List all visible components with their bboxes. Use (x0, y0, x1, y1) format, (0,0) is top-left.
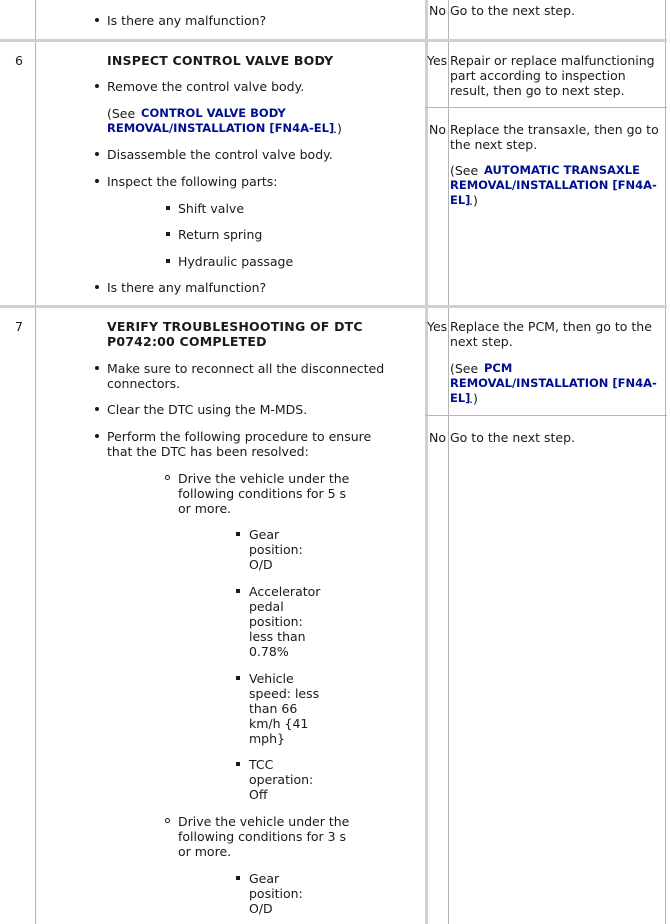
row-divider-7 (0, 305, 667, 308)
yes-action: Repair or replace malfunctioning (450, 53, 655, 68)
no-label: No (429, 430, 446, 445)
no-action: Replace the transaxle, then go to (450, 122, 659, 137)
see-open: (See (450, 361, 479, 376)
bullet (95, 434, 99, 438)
see-open: (See (107, 106, 136, 121)
column-divider-right (665, 0, 666, 924)
condition-item: TCC (249, 757, 274, 772)
sub-item: or more. (178, 844, 232, 859)
column-divider-step (35, 0, 36, 924)
bullet (95, 179, 99, 183)
list-item: Clear the DTC using the M-MDS. (107, 402, 308, 417)
pcm-link-end[interactable]: EL] (450, 391, 471, 405)
part-item: Return spring (178, 227, 263, 242)
condition-item: speed: less (249, 686, 320, 701)
list-item: Is there any malfunction? (107, 13, 267, 28)
no-action: Go to the next step. (450, 430, 575, 445)
condition-item: Gear (249, 527, 280, 542)
see-close: .) (333, 121, 342, 136)
list-item: Is there any malfunction? (107, 280, 267, 295)
part-item: Shift valve (178, 201, 245, 216)
yes-action: part according to inspection (450, 68, 626, 83)
step-number: 6 (15, 53, 23, 68)
control-valve-body-link[interactable]: CONTROL VALVE BODY (141, 106, 286, 120)
bullet (236, 589, 240, 593)
step-title: P0742:00 COMPLETED (107, 334, 267, 349)
bullet (95, 18, 99, 22)
column-divider-answer (448, 0, 449, 924)
list-item: Remove the control valve body. (107, 79, 305, 94)
list-item: Perform the following procedure to ensure (107, 429, 372, 444)
sub-item: Drive the vehicle under the (178, 814, 350, 829)
yes-action: result, then go to next step. (450, 83, 625, 98)
sub-item: following conditions for 5 s (178, 486, 347, 501)
condition-item: 0.78% (249, 644, 289, 659)
part-item: Hydraulic passage (178, 254, 294, 269)
see-open: (See (450, 163, 479, 178)
condition-item: mph} (249, 731, 285, 746)
automatic-transaxle-link-end[interactable]: EL] (450, 193, 471, 207)
condition-item: O/D (249, 901, 273, 916)
condition-item: O/D (249, 557, 273, 572)
no-action: the next step. (450, 137, 538, 152)
column-divider-procedure (425, 0, 428, 924)
condition-item: Gear (249, 871, 280, 886)
condition-item: km/h {41 (249, 716, 309, 731)
step-title: VERIFY TROUBLESHOOTING OF DTC (107, 319, 363, 334)
bullet (95, 285, 99, 289)
yes-action: next step. (450, 334, 513, 349)
bullet (95, 407, 99, 411)
bullet (236, 532, 240, 536)
sub-item: following conditions for 3 s (178, 829, 347, 844)
automatic-transaxle-link-cont[interactable]: REMOVAL/INSTALLATION [FN4A- (450, 178, 657, 192)
no-action: Go to the next step. (450, 3, 575, 18)
list-item: that the DTC has been resolved: (107, 444, 309, 459)
condition-item: less than (249, 629, 306, 644)
bullet (236, 676, 240, 680)
answer-divider-7 (425, 415, 667, 416)
step-number: 7 (15, 319, 23, 334)
yes-label: Yes (427, 53, 448, 68)
no-label: No (429, 122, 446, 137)
step-title: INSPECT CONTROL VALVE BODY (107, 53, 334, 68)
list-item: Inspect the following parts: (107, 174, 278, 189)
no-label: No (429, 3, 446, 18)
row-divider-6 (0, 39, 667, 42)
sub-item: Drive the vehicle under the (178, 471, 350, 486)
bullet (165, 475, 170, 480)
automatic-transaxle-link[interactable]: AUTOMATIC TRANSAXLE (484, 163, 640, 177)
list-item: Make sure to reconnect all the disconnected (107, 361, 385, 376)
pcm-link[interactable]: PCM (484, 361, 513, 375)
condition-item: Off (249, 787, 268, 802)
bullet (165, 818, 170, 823)
bullet (236, 762, 240, 766)
yes-action: Replace the PCM, then go to the (450, 319, 652, 334)
condition-item: Vehicle (249, 671, 294, 686)
bullet (236, 876, 240, 880)
bullet (95, 366, 99, 370)
see-close: .) (469, 391, 478, 406)
condition-item: position: (249, 886, 303, 901)
condition-item: position: (249, 542, 303, 557)
pcm-link-cont[interactable]: REMOVAL/INSTALLATION [FN4A- (450, 376, 657, 390)
condition-item: pedal (249, 599, 284, 614)
condition-item: operation: (249, 772, 314, 787)
condition-item: Accelerator (249, 584, 321, 599)
condition-item: than 66 (249, 701, 298, 716)
bullet (166, 259, 170, 263)
bullet (95, 84, 99, 88)
bullet (95, 152, 99, 156)
yes-label: Yes (427, 319, 448, 334)
bullet (166, 206, 170, 210)
sub-item: or more. (178, 501, 232, 516)
list-item: connectors. (107, 376, 181, 391)
list-item: Disassemble the control valve body. (107, 147, 333, 162)
control-valve-body-link-cont[interactable]: REMOVAL/INSTALLATION [FN4A-EL] (107, 121, 335, 135)
answer-divider-6 (425, 107, 667, 108)
bullet (166, 232, 170, 236)
see-close: .) (469, 193, 478, 208)
condition-item: position: (249, 614, 303, 629)
